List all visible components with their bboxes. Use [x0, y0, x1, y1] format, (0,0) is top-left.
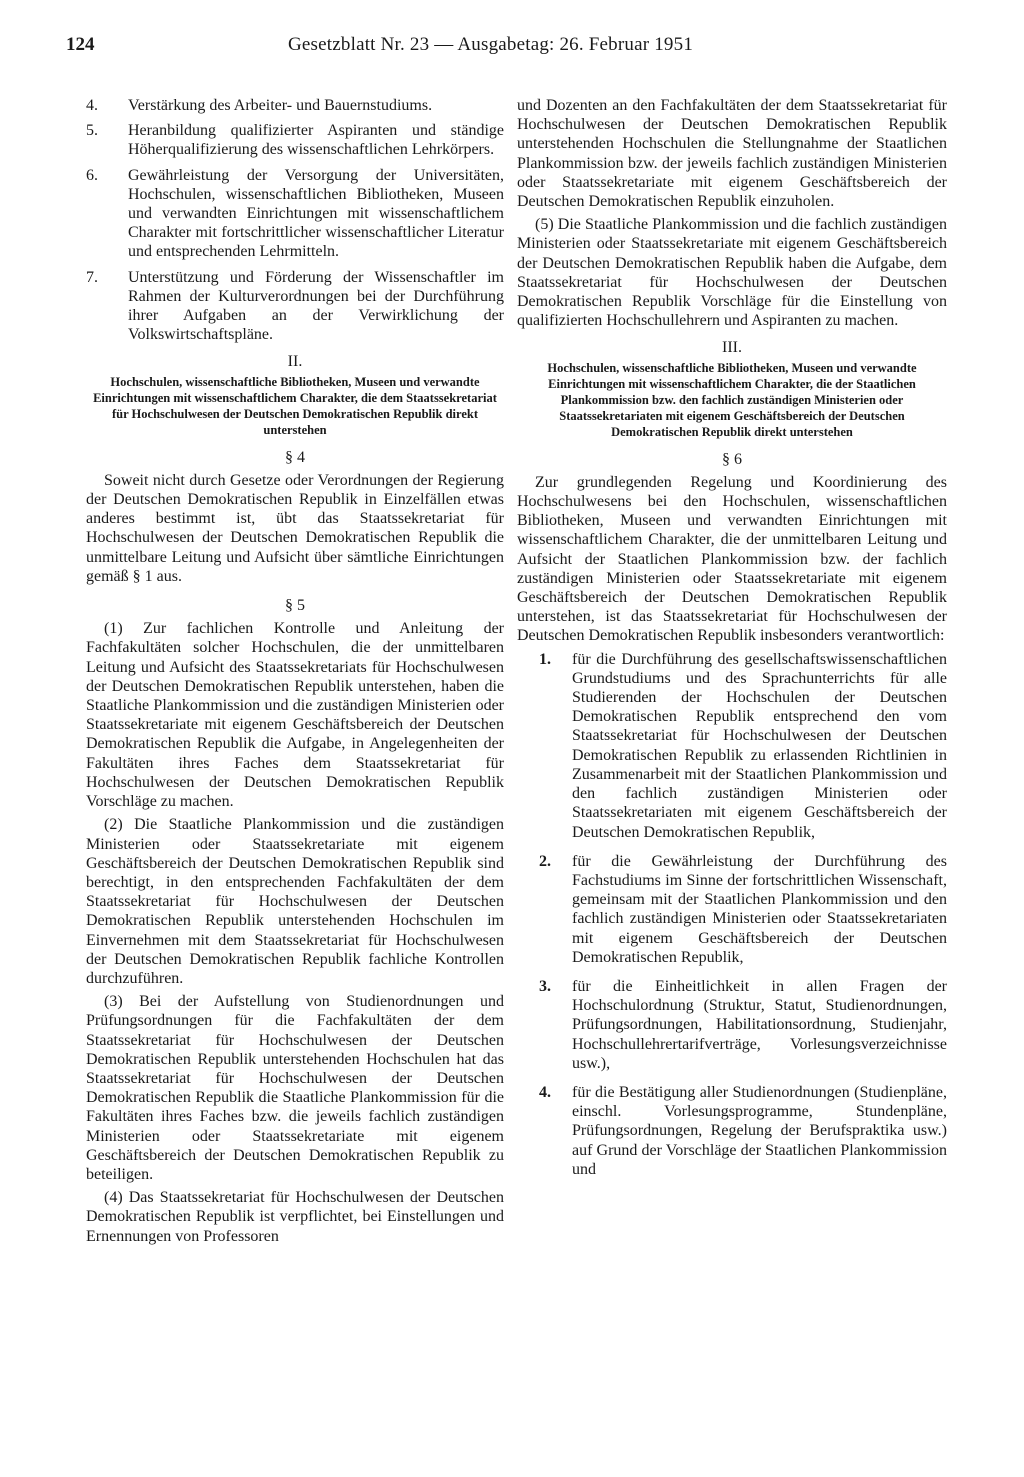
paragraph-text: (3) Bei der Aufstellung von Studienordnungen und Prüfungsordnungen für die Fachfakultäten der dem Staatssekretariat für Hochschulwesen der Deutschen Demokratischen Republik unterstehenden Hochschulen hat das Staatssekretariat für Hochschulwesen der Deutschen Demokratischen Republik die Staatliche Plankommission für die Fakultäten ihres Faches bzw. die jeweils fachlich zuständigen Ministerien oder Staatssekretariate mit eigenem Geschäftsbereich der Deutschen Demokratischen Republik zu beteiligen. [86, 993, 504, 1183]
list-item: 3. für die Einheitlichkeit in allen Fragen der Hochschulordnung (Struktur, Statut, Studienordnungen, Prüfungsordnungen, Habilitationsordnung, Studienjahr, Hochschullehrertarifverträge, Vorlesungsverzeichnisse usw.), [539, 977, 947, 1072]
section-heading: Hochschulen, wissenschaftliche Bibliotheken, Museen und verwandte Einrichtungen mit wissenschaftlichem Charakter, die der Staatlichen Plankommission bzw. den fachlich zuständigen Ministerien oder Staatssekretariaten mit eigenem Geschäftsbereich der Deutschen Demokratischen Republik direkt unterstehen [547, 360, 917, 439]
list-item: 5. Heranbildung qualifizierter Aspiranten und ständige Höherqualifizierung des wissenschaftlichen Lehrkörpers. [86, 122, 504, 159]
left-column [86, 96, 504, 1250]
list-item: 1. für die Durchführung des gesellschaftswissenschaftlichen Grundstudiums und des Sprachunterrichts für alle Studierenden der Hochschulen der Deutschen Demokratischen Republik entsprechend den vom Staatssekretariat für Hochschulwesen der Deutschen Demokratischen Republik zu erlassenden Richtlinien in Zusammenarbeit mit der Staatlichen Plankommission und den fachlich zuständigen Ministerien oder Staatssekretariaten mit eigenem Geschäftsbereich der Deutschen Demokratischen Republik, [539, 650, 947, 841]
paragraph-title: § 5 [285, 597, 305, 615]
paragraph-title: § 6 [722, 450, 742, 468]
list-item: 4. Verstärkung des Arbeiter- und Bauernstudiums. [86, 97, 433, 114]
paragraph-text: (2) Die Staatliche Plankommission und die zuständigen Ministerien oder Staatssekretariate mit eigenem Geschäftsbereich der Deutschen Demokratischen Republik sind berechtigt, in den entsprechenden Fachfakultäten der dem Staatssekretariat für Hochschulwesen der Deutschen Demokratischen Republik unterstehenden Hochschulen im Einvernehmen mit dem Staatssekretariat für Hochschulwesen der Deutschen Demokratischen Republik fachliche Kontrollen durchzuführen. [86, 816, 504, 987]
paragraph-text: und Dozenten an den Fachfakultäten der dem Staatssekretariat für Hochschulwesen der Deutschen Demokratischen Republik unterstehenden Hochschulen die Stellungnahme der Staatlichen Plankommission bzw. der jeweils fachlich zuständigen Ministerien oder Staatssekretariate mit eigenem Geschäftsbereich der Deutschen Demokratischen Republik einzuholen. [517, 97, 947, 211]
paragraph-text: Zur grundlegenden Regelung und Koordinierung des Hochschulwesens bei den Hochschulen, wissenschaftlichen Bibliotheken, Museen und verwandten Einrichtungen mit wissenschaftlichem Charakter, die der unmittelbaren Leitung und Aufsicht der Staatlichen Plankommission bzw. der fachlich zuständigen Ministerien oder Staatssekretariate mit eigenem Geschäftsbereich der Deutschen Demokratischen Republik unterstehen, ist das Staatssekretariat für Hochschulwesen der Deutschen Demokratischen Republik insbesonders verantwortlich: [517, 473, 947, 645]
list-item: 6. Gewährleistung der Versorgung der Universitäten, Hochschulen, wissenschaftlichen Bibliotheken, Museen und verwandten Einrichtungen mit wissenschaftlichem Charakter mit fortschrittlicher wissenschaftlicher Literatur und entsprechenden Lehrmitteln. [86, 166, 504, 261]
section-heading: Hochschulen, wissenschaftliche Bibliotheken, Museen und verwandte Einrichtungen mit wissenschaftlichem Charakter, die dem Staatssekretariat für Hochschulwesen der Deutschen Demokratischen Republik direkt unterstehen [93, 374, 497, 437]
section-number: II. [287, 353, 303, 371]
page-number: 124 [66, 34, 95, 55]
list-item: 2. für die Gewährleistung der Durchführung des Fachstudiums im Sinne der fortschrittlichen Wissenschaft, gemeinsam mit der Staatlichen Plankommission und den fachlich zuständigen Ministerien oder Staatssekretariaten mit eigenem Geschäftsbereich der Deutschen Demokratischen Republik, [539, 852, 947, 966]
paragraph-text: (5) Die Staatliche Plankommission und die fachlich zuständigen Ministerien oder Staatssekretariate mit eigenem Geschäftsbereich der Deutschen Demokratischen Republik haben die Aufgabe, dem Staatssekretariat für Hochschulwesen der Deutschen Demokratischen Republik Vorschläge für die Einstellung von qualifizierten Hochschullehrern und Aspiranten zu machen. [517, 216, 947, 330]
right-column [517, 96, 947, 1189]
section-number: III. [722, 339, 742, 357]
paragraph-title: § 4 [285, 448, 305, 466]
list-item: 4. für die Bestätigung aller Studienordnungen (Studienpläne, einschl. Vorlesungsprogramme, Stundenpläne, Prüfungsordnungen, Regelung der Berufspraktika usw.) auf Grund der Vorschläge der Staatlichen Plankommission und [539, 1083, 947, 1178]
paragraph-text: Soweit nicht durch Gesetze oder Verordnungen der Regierung der Deutschen Demokratischen Republik in Einzelfällen etwas anderes bestimmt ist, übt das Staatssekretariat für Hochschulwesen der Deutschen Demokratischen Republik die unmittelbare Leitung und Aufsicht über sämtliche Einrichtungen gemäß § 1 aus. [86, 471, 504, 585]
page-header [66, 34, 946, 74]
list-item: 7. Unterstützung und Förderung der Wissenschaftler im Rahmen der Kulturverordnungen bei der Durchführung ihrer Aufgaben an der Verwirklichung der Volkswirtschaftspläne. [86, 268, 504, 344]
running-head: Gesetzblatt Nr. 23 — Ausgabetag: 26. Februar 1951 [288, 34, 694, 55]
paragraph-text: (4) Das Staatssekretariat für Hochschulwesen der Deutschen Demokratischen Republik ist verpflichtet, bei Einstellungen und Ernennungen von Professoren [86, 1189, 504, 1245]
paragraph-text: (1) Zur fachlichen Kontrolle und Anleitung der Fachfakultäten solcher Hochschulen, die der unmittelbaren Leitung und Aufsicht des Staatssekretariats für Hochschulwesen der Deutschen Demokratischen Republik unterstehen, haben die Staatliche Plankommission und die zuständigen Ministerien oder Staatssekretariate mit eigenem Geschäftsbereich der Deutschen Demokratischen Republik die Aufgabe, in Angelegenheiten der Fakultäten ihres Faches dem Staatssekretariat für Hochschulwesen der Deutschen Demokratischen Republik Vorschläge zu machen. [86, 620, 504, 811]
